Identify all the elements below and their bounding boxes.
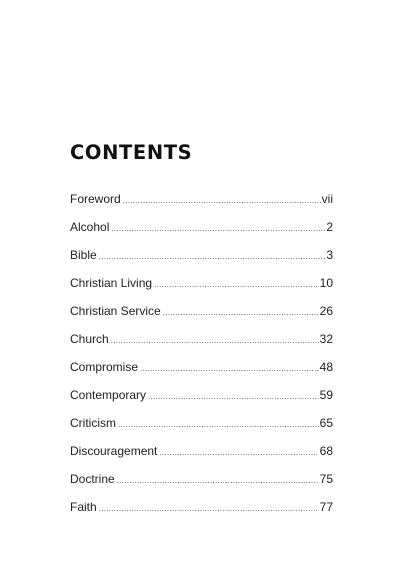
toc-entry-page-number: 59 xyxy=(319,388,333,402)
toc-entry-doctrine xyxy=(70,469,333,497)
toc-entry-page-number: 65 xyxy=(319,416,333,430)
dot-leader xyxy=(159,443,318,463)
toc-entry-page-number: 75 xyxy=(319,472,333,486)
toc-entry-title: Discouragement xyxy=(70,444,158,458)
dot-leader xyxy=(111,219,325,239)
dot-leader xyxy=(148,387,319,407)
toc-entry-discouragement xyxy=(70,441,333,469)
toc-entry-alcohol xyxy=(70,217,333,245)
toc-entry-title: Contemporary xyxy=(70,388,147,402)
dot-leader xyxy=(123,191,321,211)
dot-leader xyxy=(154,275,319,295)
toc-entry-christian-service xyxy=(70,301,333,329)
toc-entry-title: Criticism xyxy=(70,416,116,430)
toc-entry-page-number: 77 xyxy=(319,500,333,514)
toc-entry-title: Bible xyxy=(70,248,97,262)
dot-leader xyxy=(99,247,326,267)
toc-entry-title: Compromise xyxy=(70,360,139,374)
toc-entry-title: Foreword xyxy=(70,192,121,206)
toc-entry-church xyxy=(70,329,333,357)
toc-entry-page-number: 10 xyxy=(319,276,333,290)
toc-entry-title: Christian Living xyxy=(70,276,153,290)
toc-entry-page-number: vii xyxy=(321,192,333,206)
toc-entry-title: Faith xyxy=(70,500,97,514)
toc-entry-criticism xyxy=(70,413,333,441)
dot-leader xyxy=(118,415,319,435)
dot-leader xyxy=(99,499,319,519)
table-of-contents xyxy=(70,189,333,525)
toc-entry-title: Doctrine xyxy=(70,472,115,486)
toc-entry-faith xyxy=(70,497,333,525)
toc-entry-bible xyxy=(70,245,333,273)
toc-entry-title: Church xyxy=(70,332,109,346)
toc-entry-foreword xyxy=(70,189,333,217)
toc-entry-page-number: 26 xyxy=(319,304,333,318)
toc-entry-page-number: 3 xyxy=(326,248,333,262)
dot-leader xyxy=(117,471,319,491)
dot-leader xyxy=(140,359,319,379)
toc-entry-christian-living xyxy=(70,273,333,301)
dot-leader xyxy=(111,331,319,351)
toc-entry-contemporary xyxy=(70,385,333,413)
toc-entry-page-number: 48 xyxy=(319,360,333,374)
toc-entry-page-number: 32 xyxy=(319,332,333,346)
toc-entry-title: Christian Service xyxy=(70,304,161,318)
toc-entry-title: Alcohol xyxy=(70,220,110,234)
contents-heading: CONTENTS xyxy=(70,141,193,164)
dot-leader xyxy=(163,303,319,323)
toc-entry-compromise xyxy=(70,357,333,385)
toc-entry-page-number: 2 xyxy=(326,220,333,234)
toc-entry-page-number: 68 xyxy=(319,444,333,458)
